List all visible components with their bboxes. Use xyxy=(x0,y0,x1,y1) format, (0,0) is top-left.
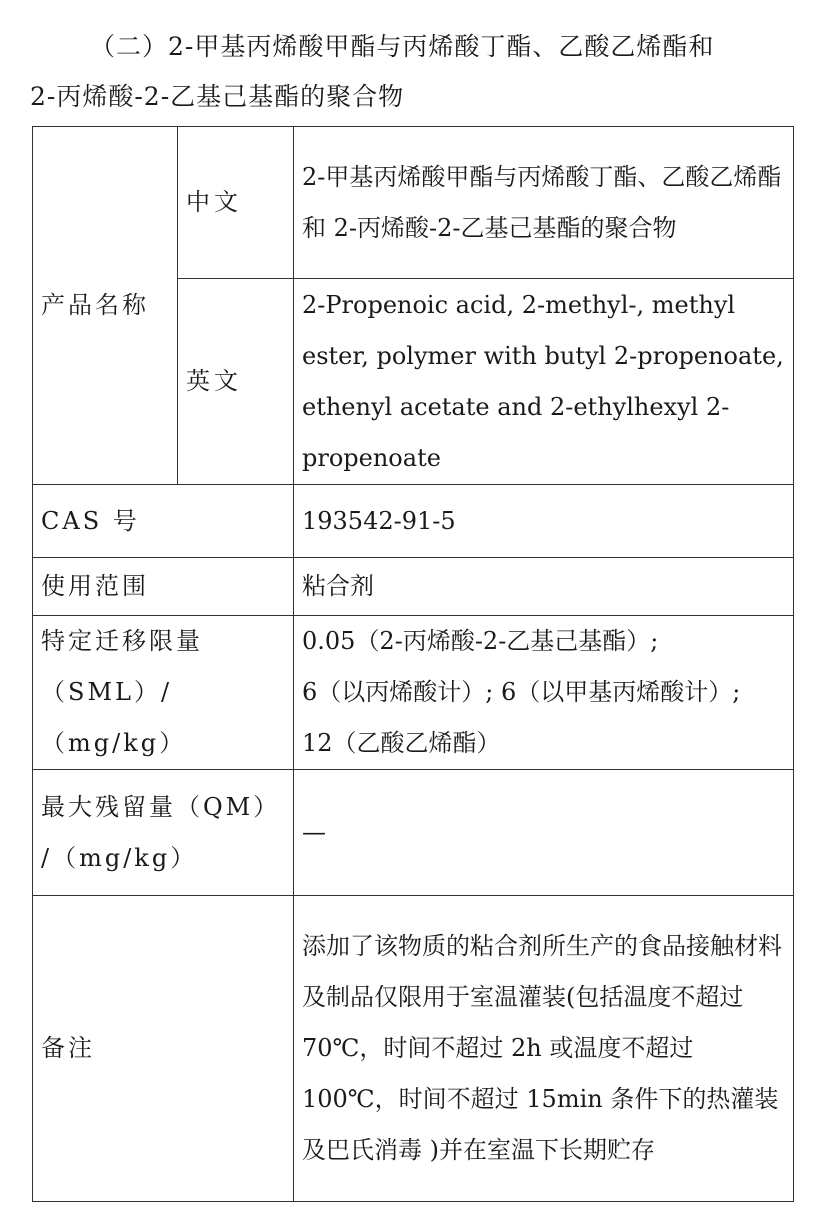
remark-label: 备注 xyxy=(33,896,294,1202)
section-heading xyxy=(30,22,810,122)
english-name-label: 英文 xyxy=(178,279,294,485)
usage-label: 使用范围 xyxy=(33,558,294,616)
sml-label xyxy=(33,616,294,770)
sml-value-line1: 0.05（2-丙烯酸-2-乙基己基酯）; xyxy=(302,627,659,655)
usage-value: 粘合剂 xyxy=(294,558,794,616)
chinese-name-value: 2-甲基丙烯酸甲酯与丙烯酸丁酯、乙酸乙烯酯和 2-丙烯酸-2-乙基己基酯的聚合物 xyxy=(294,127,794,279)
sml-value xyxy=(294,616,794,770)
cas-label: CAS 号 xyxy=(33,485,294,558)
heading-line2: 2-丙烯酸-2-乙基己基酯的聚合物 xyxy=(30,82,405,111)
english-name-value: 2-Propenoic acid, 2-methyl-, methyl ester, polymer with butyl 2-propenoate, ethenyl acetate and 2-ethylhexyl 2-propenoate xyxy=(294,279,794,485)
sml-label-line2: （SML）/（mg/kg） xyxy=(41,678,187,757)
cas-value: 193542-91-5 xyxy=(294,485,794,558)
product-name-label: 产品名称 xyxy=(33,127,178,485)
qm-label xyxy=(33,770,294,896)
qm-label-line2: /（mg/kg） xyxy=(41,843,198,872)
substance-spec-table xyxy=(32,126,794,1202)
chinese-name-label: 中文 xyxy=(178,127,294,279)
remark-value: 添加了该物质的粘合剂所生产的食品接触材料及制品仅限用于室温灌装(包括温度不超过 70℃，时间不超过 2h 或温度不超过 100℃，时间不超过 15min 条件下的热灌装及巴氏消毒 )并在室温下长期贮存 xyxy=(294,896,794,1202)
qm-label-line1: 最大残留量（QM） xyxy=(41,792,281,821)
qm-value: — xyxy=(294,770,794,896)
sml-value-line2: 6（以丙烯酸计）; 6（以甲基丙烯酸计）; xyxy=(302,678,741,706)
sml-value-line3: 12（乙酸乙烯酯） xyxy=(302,729,501,757)
sml-label-line1: 特定迁移限量 xyxy=(41,627,203,655)
heading-line1: （二）2-甲基丙烯酸甲酯与丙烯酸丁酯、乙酸乙烯酯和 xyxy=(90,32,715,61)
